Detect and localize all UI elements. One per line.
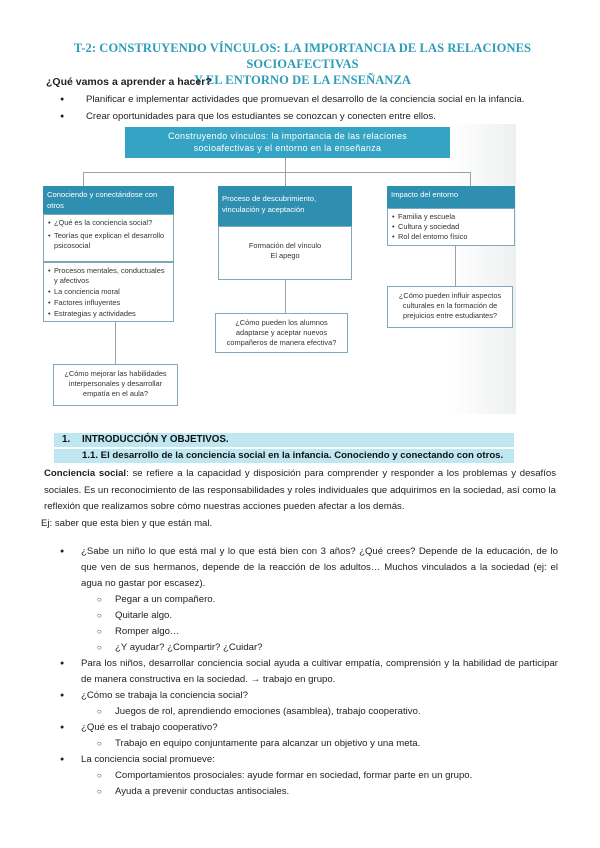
goal-item: ● Planificar e implementar actividades que promuevan el desarrollo de la conciencia social en la infancia. [60, 91, 560, 108]
col3-body [387, 208, 515, 246]
connector [83, 172, 84, 186]
col3-item: • Cultura y sociedad [392, 222, 510, 232]
connector [285, 280, 286, 313]
connector [285, 158, 286, 172]
col1-item: • ¿Qué es la conciencia social? [48, 218, 169, 228]
col1-item: • La conciencia moral [48, 287, 169, 297]
list-item: ● La conciencia social promueve: [60, 752, 558, 768]
example-text: Ej: saber que esta bien y que están mal. [41, 517, 213, 529]
concept-diagram [40, 124, 516, 414]
col2-body-line-1: Formación del vínculo [248, 241, 322, 250]
title-line-1: T-2: CONSTRUYENDO VÍNCULOS: LA IMPORTANCIA DE LAS RELACIONES SOCIOAFECTIVAS [73, 41, 532, 71]
list-item: ● ¿Cómo se trabaja la conciencia social? [60, 688, 558, 704]
diagram-fade [450, 124, 516, 414]
diagram-header [125, 127, 450, 158]
connector [470, 172, 471, 186]
content-list [60, 544, 558, 800]
goal-item: ● Crear oportunidades para que los estudiantes se conozcan y conecten entre ellos. [60, 108, 560, 125]
sub-list-item: ○ Comportamientos prosociales: ayude formar en sociedad, formar parte en un grupo. [60, 768, 558, 784]
definition-term: Conciencia social [44, 468, 127, 479]
diagram-header-line-2: socioafectivas y el entorno en la enseñanza [193, 143, 382, 153]
section-1-1-heading: 1.1. El desarrollo de la conciencia social en la infancia. Conociendo y conectando con otros. [54, 449, 514, 463]
title-line-2: Y EL ENTORNO DE LA ENSEÑANZA [193, 73, 412, 87]
connector [455, 246, 456, 286]
col1-item: • Estrategias y actividades [48, 309, 169, 319]
diagram-header-line-1: Construyendo vínculos: la importancia de las relaciones [167, 131, 408, 141]
section-1-heading [54, 433, 514, 447]
section-1-title: INTRODUCCIÓN Y OBJETIVOS. [82, 434, 229, 445]
col1-question: ¿Cómo mejorar las habilidades interpersonales y desarrollar empatía en el aula? [53, 364, 178, 406]
definition-paragraph [41, 466, 556, 532]
goal-list [60, 91, 560, 125]
col2-question: ¿Cómo pueden los alumnos adaptarse y aceptar nuevos compañeros de manera efectiva? [215, 313, 348, 353]
sub-list-item: ○ Juegos de rol, aprendiendo emociones (asamblea), trabajo cooperativo. [60, 704, 558, 720]
learn-heading: ¿Qué vamos a aprender a hacer? [46, 76, 212, 88]
col1-item: • Teorías que explican el desarrollo psicosocial [48, 231, 169, 251]
col1-item: • Procesos mentales, conductuales y afectivos [48, 266, 169, 286]
col2-header: Proceso de descubrimiento, vinculación y aceptación [218, 186, 352, 226]
sub-list-item: ○ ¿Y ayudar? ¿Compartir? ¿Cuidar? [60, 640, 558, 656]
col3-item: • Rol del entorno físico [392, 232, 510, 242]
sub-list-item: ○ Romper algo… [60, 624, 558, 640]
connector [285, 172, 286, 186]
connector [115, 322, 116, 364]
connector [83, 172, 470, 173]
list-item: ● Para los niños, desarrollar conciencia social ayuda a cultivar empatía, comprensión y la habilidad de participar de manera constructiva en la sociedad. → trabajo en grupo. [60, 656, 558, 688]
section-1-number: 1. [62, 434, 71, 445]
col1-header: Conociendo y conectándose con otros [43, 186, 174, 214]
list-item: ● ¿Qué es el trabajo cooperativo? [60, 720, 558, 736]
sub-list-item: ○ Trabajo en equipo conjuntamente para alcanzar un objetivo y una meta. [60, 736, 558, 752]
sub-list-item: ○ Quitarle algo. [60, 608, 558, 624]
col3-question: ¿Cómo pueden influir aspectos culturales en la formación de prejuicios entre estudiantes? [387, 286, 513, 328]
col1-body-a [43, 214, 174, 262]
col1-item: • Factores influyentes [48, 298, 169, 308]
sub-list-item: ○ Pegar a un compañero. [60, 592, 558, 608]
definition-text: : se refiere a la capacidad y disposición para comprender y responder a los problemas y desafíos sociales. Es un reconocimiento de las responsabilidades y roles individuales que adquirimos en la sociedad, así como la reflexión que realizamos sobre cómo nuestras acciones pueden afectar a los demás. [44, 468, 556, 512]
col3-header: Impacto del entorno [387, 186, 515, 208]
col1-body-b [43, 262, 174, 322]
col3-item: • Familia y escuela [392, 212, 510, 222]
list-item: ● ¿Sabe un niño lo que está mal y lo que está bien con 3 años? ¿Qué crees? Depende de la educación, de lo que ven de sus hermanos, depende de la reacción de los adultos… Muchos vinculados a la sociedad (ej: el agua no gastar por escasez). [60, 544, 558, 592]
sub-list-item: ○ Ayuda a prevenir conductas antisociales. [60, 784, 558, 800]
col2-body [218, 226, 352, 280]
col2-body-line-2: El apego [270, 251, 300, 260]
